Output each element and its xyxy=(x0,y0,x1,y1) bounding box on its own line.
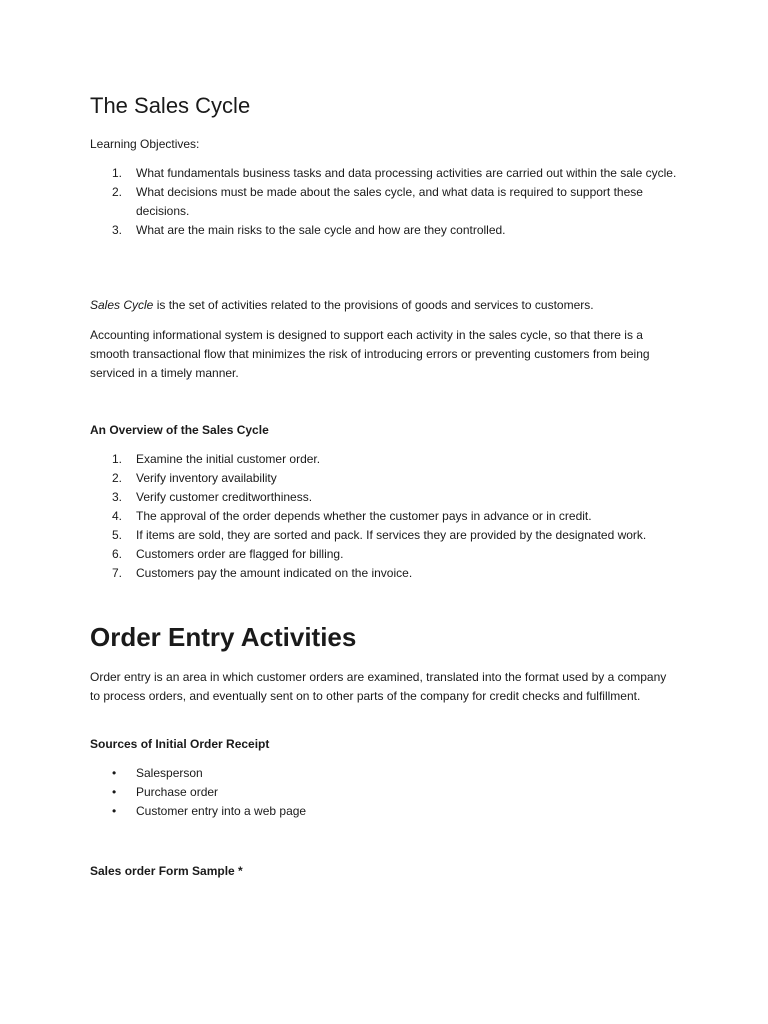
bullet: • xyxy=(112,785,117,799)
list-text: Verify customer creditworthiness. xyxy=(136,490,313,504)
definition-term: Sales Cycle xyxy=(90,298,154,312)
sources-list xyxy=(90,764,678,821)
list-text: What are the main risks to the sale cycle and how are they controlled. xyxy=(136,223,506,237)
list-text: Purchase order xyxy=(136,785,219,799)
list-text: Salesperson xyxy=(136,766,203,780)
list-number: 4. xyxy=(112,509,123,523)
list-number: 5. xyxy=(112,528,123,542)
list-item xyxy=(90,564,678,583)
list-item xyxy=(90,507,678,526)
ais-paragraph: Accounting informational system is designed to support each activity in the sales cycle, so that there is a smooth transactional flow that minimizes the risk of introducing errors or preventing customers from being serviced in a timely manner. xyxy=(90,328,650,380)
sales-cycle-definition xyxy=(90,296,678,315)
list-number: 6. xyxy=(112,547,123,561)
list-number: 2. xyxy=(112,185,123,199)
list-number: 1. xyxy=(112,166,123,180)
list-item xyxy=(90,545,678,564)
form-sample-heading: Sales order Form Sample * xyxy=(90,864,243,878)
list-number: 3. xyxy=(112,223,123,237)
list-number: 2. xyxy=(112,471,123,485)
list-item xyxy=(90,469,678,488)
list-text: Examine the initial customer order. xyxy=(136,452,321,466)
document-title: The Sales Cycle xyxy=(90,93,251,118)
list-item xyxy=(90,183,678,221)
definition-text: is the set of activities related to the provisions of goods and services to customers. xyxy=(153,298,594,312)
list-item xyxy=(90,802,678,821)
objectives-list xyxy=(90,164,678,240)
list-number: 1. xyxy=(112,452,123,466)
overview-steps-list xyxy=(90,450,678,583)
bullet: • xyxy=(112,766,117,780)
list-item xyxy=(90,488,678,507)
list-number: 7. xyxy=(112,566,123,580)
list-text: If items are sold, they are sorted and pack. If services they are provided by the designated work. xyxy=(136,528,647,542)
objectives-heading: Learning Objectives: xyxy=(90,137,200,151)
list-text: What fundamentals business tasks and data processing activities are carried out within the sale cycle. xyxy=(136,166,677,180)
list-text: The approval of the order depends whether the customer pays in advance or in credit. xyxy=(136,509,592,523)
list-text: Verify inventory availability xyxy=(136,471,277,485)
order-entry-heading: Order Entry Activities xyxy=(90,622,357,652)
order-entry-paragraph: Order entry is an area in which customer orders are examined, translated into the format used by a company to process orders, and eventually sent on to other parts of the company for credit checks and fulfillment. xyxy=(90,670,667,703)
list-text: Customer entry into a web page xyxy=(136,804,307,818)
bullet: • xyxy=(112,804,117,818)
overview-heading: An Overview of the Sales Cycle xyxy=(90,423,269,437)
list-item xyxy=(90,164,678,183)
list-text: Customers pay the amount indicated on the invoice. xyxy=(136,566,413,580)
list-text: What decisions must be made about the sales cycle, and what data is required to support these decisions. xyxy=(136,185,643,218)
list-number: 3. xyxy=(112,490,123,504)
list-item xyxy=(90,764,678,783)
list-item xyxy=(90,450,678,469)
list-item xyxy=(90,783,678,802)
sources-heading: Sources of Initial Order Receipt xyxy=(90,737,270,751)
list-text: Customers order are flagged for billing. xyxy=(136,547,344,561)
list-item xyxy=(90,526,678,545)
list-item xyxy=(90,221,678,240)
